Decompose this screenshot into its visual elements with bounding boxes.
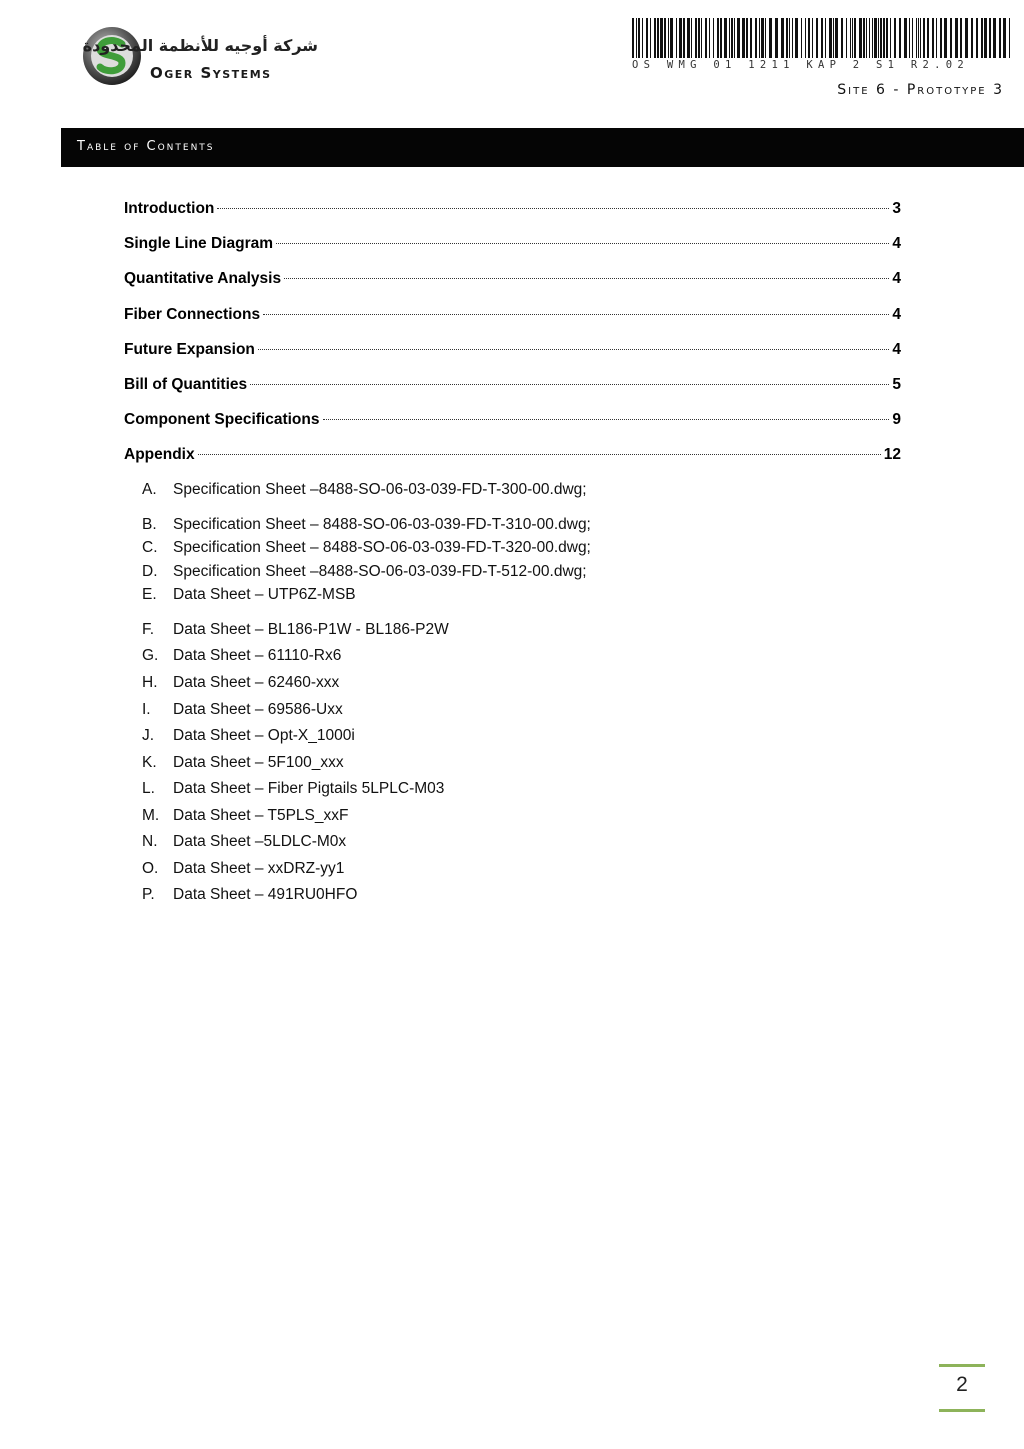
appendix-item	[142, 860, 344, 878]
appendix-item-text: Data Sheet – BL186-P1W - BL186-P2W	[173, 621, 449, 638]
toc-entry[interactable]	[124, 200, 901, 235]
barcode-stripe	[746, 18, 748, 58]
toc-entry-page: 12	[883, 446, 901, 464]
toc-entry-page: 4	[892, 305, 901, 323]
toc-leader-dots	[217, 208, 889, 209]
barcode-stripe	[812, 18, 813, 58]
barcode-stripe	[825, 18, 826, 58]
barcode-stripe	[759, 18, 760, 58]
barcode-stripe	[713, 18, 714, 58]
company-arabic-name: شركة أوجيه للأنظمة المحدودة	[82, 36, 318, 55]
barcode-stripe	[878, 18, 879, 58]
barcode-stripe	[927, 18, 929, 58]
barcode-stripe	[801, 18, 802, 58]
toc-leader-dots	[258, 349, 889, 350]
appendix-item-text: Data Sheet – Fiber Pigtails 5LPLC-M03	[173, 780, 445, 797]
appendix-item-letter: A.	[142, 481, 157, 498]
page-number: 2	[956, 1373, 968, 1396]
barcode-stripe	[683, 18, 685, 58]
barcode-stripe	[918, 18, 919, 58]
appendix-item-letter: K.	[142, 754, 157, 771]
appendix-item	[142, 754, 344, 772]
appendix-item	[142, 539, 591, 557]
barcode-stripe	[904, 18, 907, 58]
barcode-text: OS WMG 01 1211 KAP 2 S1 R2.02	[632, 59, 970, 71]
barcode-stripe	[883, 18, 885, 58]
barcode-stripe	[886, 18, 888, 58]
appendix-item	[142, 807, 348, 825]
appendix-item-letter: O.	[142, 860, 159, 877]
appendix-item	[142, 621, 449, 639]
barcode-stripe	[668, 18, 669, 58]
toc-entry[interactable]	[124, 446, 901, 481]
appendix-item	[142, 647, 341, 665]
barcode-stripe	[729, 18, 730, 58]
barcode-stripe	[869, 18, 870, 58]
company-logo	[82, 26, 322, 94]
appendix-item	[142, 701, 343, 719]
barcode-stripe	[981, 18, 983, 58]
barcode-stripe	[731, 18, 733, 58]
toc-leader-dots	[250, 384, 889, 385]
barcode-stripe	[923, 18, 925, 58]
appendix-item	[142, 780, 444, 798]
barcode-stripe	[912, 18, 913, 58]
barcode-stripe	[909, 18, 910, 58]
appendix-item-letter: N.	[142, 833, 158, 850]
barcode-stripe	[829, 18, 832, 58]
appendix-item	[142, 563, 587, 581]
barcode-stripe	[789, 18, 790, 58]
barcode-stripe	[654, 18, 656, 58]
barcode-stripe	[940, 18, 942, 58]
toc-entry-label: Introduction	[124, 200, 215, 217]
appendix-item-text: Specification Sheet – 8488-SO-06-03-039-FD-T-320-00.dwg;	[173, 539, 591, 556]
toc-leader-dots	[284, 278, 889, 279]
barcode-stripe	[863, 18, 865, 58]
barcode-stripe	[737, 18, 740, 58]
barcode-stripe	[993, 18, 996, 58]
toc-entry-label: Component Specifications	[124, 411, 320, 429]
appendix-item-text: Data Sheet – 61110-Rx6	[173, 647, 342, 664]
barcode-stripe	[755, 18, 757, 58]
toc-leader-dots	[323, 419, 890, 420]
toc-entry[interactable]	[124, 376, 901, 411]
company-name: Oger Systems	[150, 64, 272, 82]
barcode-stripe	[660, 18, 663, 58]
barcode-stripe	[955, 18, 958, 58]
barcode-stripe	[859, 18, 862, 58]
appendix-item-letter: L.	[142, 780, 155, 797]
barcode-stripe	[984, 18, 987, 58]
logo-emblem-icon	[82, 26, 142, 86]
barcode-stripe	[698, 18, 700, 58]
appendix-item-letter: C.	[142, 539, 158, 556]
barcode-stripe	[701, 18, 702, 58]
appendix-item-letter: F.	[142, 621, 155, 638]
barcode-stripe	[808, 18, 810, 58]
barcode-stripe	[786, 18, 788, 58]
barcode-stripe	[695, 18, 697, 58]
appendix-item-text: Data Sheet –5LDLC-M0x	[173, 833, 347, 850]
barcode-stripe	[880, 18, 882, 58]
appendix-item-text: Data Sheet – 62460-xxx	[173, 674, 340, 691]
barcode-stripe	[709, 18, 710, 58]
appendix-item-letter: H.	[142, 674, 158, 691]
barcode-stripe	[821, 18, 823, 58]
appendix-item-text: Data Sheet – T5PLS_xxF	[173, 807, 349, 824]
barcode-stripe	[816, 18, 818, 58]
appendix-item-text: Data Sheet – xxDRZ-yy1	[173, 860, 345, 877]
barcode-stripe	[854, 18, 856, 58]
barcode-stripe	[976, 18, 978, 58]
barcode-stripe	[769, 18, 772, 58]
appendix-item-text: Data Sheet – UTP6Z-MSB	[173, 586, 356, 603]
toc-entry-page: 5	[892, 375, 901, 393]
barcode-stripe	[646, 18, 648, 58]
appendix-item	[142, 481, 587, 499]
barcode-stripe	[705, 18, 707, 58]
barcode-stripe	[999, 18, 1001, 58]
toc-entry-page: 4	[892, 235, 901, 253]
barcode-stripe	[670, 18, 673, 58]
barcode-stripe	[852, 18, 853, 58]
toc-entry-label: Single Line Diagram	[124, 235, 274, 253]
barcode-stripe	[866, 18, 867, 58]
barcode-stripe	[657, 18, 659, 58]
barcode-stripe	[890, 18, 891, 58]
barcode-stripe	[724, 18, 727, 58]
barcode-stripe	[761, 18, 764, 58]
appendix-item-text: Specification Sheet –8488-SO-06-03-039-FD-T-512-00.dwg;	[173, 563, 587, 580]
table-of-contents	[124, 200, 901, 482]
barcode-stripe	[717, 18, 719, 58]
toc-entry-page: 4	[892, 270, 901, 288]
appendix-item-letter: I.	[142, 701, 151, 718]
toc-entry-label: Bill of Quantities	[124, 375, 248, 393]
appendix-item-letter: P.	[142, 886, 155, 903]
barcode-stripe	[932, 18, 934, 58]
barcode-stripe	[874, 18, 877, 58]
toc-leader-dots	[263, 314, 889, 315]
toc-entry-label: Quantitative Analysis	[124, 270, 282, 288]
barcode-stripe	[691, 18, 692, 58]
appendix-item-text: Specification Sheet –8488-SO-06-03-039-FD-T-300-00.dwg;	[173, 481, 587, 498]
barcode-stripe	[971, 18, 973, 58]
barcode-stripe	[632, 18, 634, 58]
appendix-item	[142, 516, 591, 534]
barcode-stripe	[742, 18, 745, 58]
appendix-item-text: Data Sheet – 5F100_xxx	[173, 754, 344, 771]
document-barcode	[632, 18, 1012, 58]
barcode-stripe	[850, 18, 851, 58]
barcode-stripe	[872, 18, 873, 58]
barcode-stripe	[1009, 18, 1010, 58]
site-label: Site 6 - Prototype 3	[837, 82, 1004, 98]
barcode-stripe	[899, 18, 901, 58]
appendix-item-text: Specification Sheet – 8488-SO-06-03-039-FD-T-310-00.dwg;	[173, 516, 591, 533]
barcode-stripe	[679, 18, 682, 58]
toc-entry-page: 9	[892, 411, 901, 429]
barcode-stripe	[781, 18, 784, 58]
barcode-stripe	[687, 18, 690, 58]
appendix-item-letter: E.	[142, 586, 157, 603]
appendix-item-letter: D.	[142, 563, 158, 580]
toc-entry[interactable]	[124, 411, 901, 446]
barcode-stripe	[720, 18, 722, 58]
barcode-stripe	[846, 18, 847, 58]
toc-entry[interactable]	[124, 235, 901, 270]
toc-entry-label: Appendix	[124, 446, 195, 464]
barcode-stripe	[638, 18, 640, 58]
appendix-item	[142, 833, 346, 851]
section-title-bar	[61, 128, 1024, 167]
barcode-stripe	[750, 18, 752, 58]
barcode-stripe	[676, 18, 677, 58]
toc-leader-dots	[276, 243, 889, 244]
barcode-stripe	[936, 18, 937, 58]
appendix-item	[142, 674, 339, 692]
barcode-stripe	[775, 18, 778, 58]
appendix-item-text: Data Sheet – 491RU0HFO	[173, 886, 358, 903]
barcode-stripe	[960, 18, 962, 58]
barcode-stripe	[965, 18, 968, 58]
appendix-item-letter: M.	[142, 807, 160, 824]
toc-entry[interactable]	[124, 306, 901, 341]
barcode-stripe	[765, 18, 766, 58]
barcode-stripe	[894, 18, 896, 58]
barcode-stripe	[950, 18, 952, 58]
appendix-item-text: Data Sheet – Opt-X_1000i	[173, 727, 355, 744]
appendix-item-letter: G.	[142, 647, 159, 664]
section-title: Table of Contents	[77, 139, 215, 154]
toc-leader-dots	[198, 454, 881, 455]
barcode-stripe	[734, 18, 735, 58]
page-number-box	[939, 1364, 985, 1412]
appendix-item	[142, 586, 356, 604]
barcode-stripe	[650, 18, 651, 58]
appendix-item-letter: J.	[142, 727, 155, 744]
barcode-stripe	[835, 18, 838, 58]
barcode-stripe	[636, 18, 637, 58]
appendix-item	[142, 886, 357, 904]
appendix-item-text: Data Sheet – 69586-Uxx	[173, 701, 343, 718]
barcode-stripe	[920, 18, 921, 58]
appendix-item	[142, 727, 355, 745]
barcode-stripe	[805, 18, 806, 58]
barcode-stripe	[833, 18, 834, 58]
barcode-stripe	[916, 18, 917, 58]
toc-entry-label: Future Expansion	[124, 340, 255, 358]
toc-entry[interactable]	[124, 341, 901, 376]
toc-entry[interactable]	[124, 270, 901, 305]
barcode-stripe	[944, 18, 947, 58]
barcode-stripe	[664, 18, 666, 58]
appendix-item-letter: B.	[142, 516, 157, 533]
barcode-stripe	[841, 18, 843, 58]
barcode-stripe	[792, 18, 793, 58]
toc-entry-label: Fiber Connections	[124, 305, 261, 323]
barcode-stripe	[642, 18, 643, 58]
barcode-stripe	[795, 18, 798, 58]
barcode-stripe	[989, 18, 991, 58]
toc-entry-page: 3	[892, 200, 901, 217]
toc-entry-page: 4	[892, 340, 901, 358]
barcode-stripe	[1003, 18, 1006, 58]
